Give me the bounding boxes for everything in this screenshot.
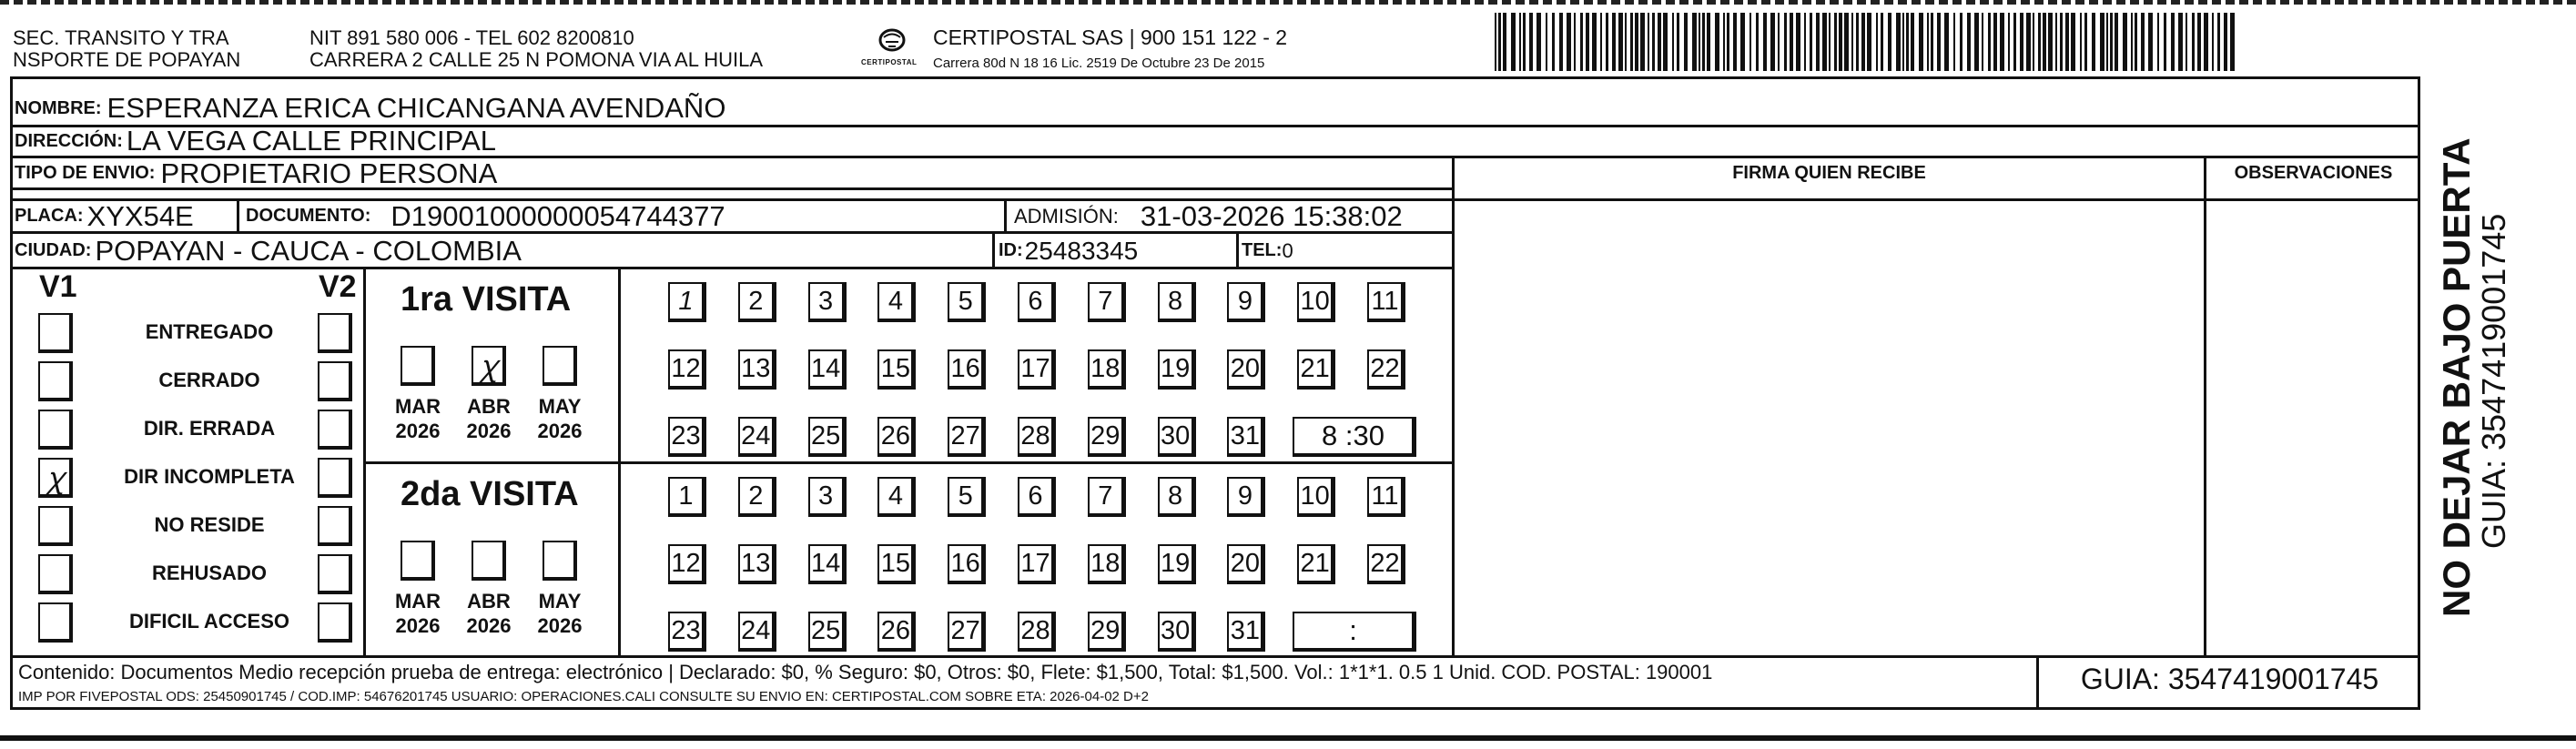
- barcode-bar: [1906, 13, 1909, 71]
- placa-cell: [15, 200, 194, 232]
- day-box[interactable]: 13: [738, 544, 776, 584]
- barcode-bar: [1931, 13, 1933, 71]
- day-box[interactable]: 18: [1088, 544, 1126, 584]
- barcode-bar: [1552, 13, 1555, 71]
- barcode-bar: [1630, 13, 1633, 71]
- day-box[interactable]: 10: [1297, 282, 1335, 322]
- day-box[interactable]: 5: [948, 282, 986, 322]
- day-box[interactable]: 4: [877, 477, 916, 517]
- month-name: ABR: [467, 590, 511, 612]
- placa-label: PLACA:: [15, 206, 84, 226]
- month-name: MAR: [394, 590, 441, 612]
- barcode-bar: [1919, 13, 1923, 71]
- day-box[interactable]: 6: [1018, 282, 1056, 322]
- barcode-bar: [1658, 13, 1661, 71]
- day-box[interactable]: 25: [808, 417, 847, 457]
- tel-divider: [1236, 231, 1239, 268]
- day-box[interactable]: 28: [1018, 612, 1056, 652]
- barcode-bar: [1612, 13, 1616, 71]
- day-box[interactable]: 2: [738, 282, 776, 322]
- org-contact: [309, 27, 763, 71]
- day-box[interactable]: 27: [948, 417, 986, 457]
- barcode-bar: [2080, 13, 2082, 71]
- barcode-bar: [2123, 13, 2127, 71]
- day-box[interactable]: 10: [1297, 477, 1335, 517]
- id-label: ID:: [999, 240, 1023, 260]
- day-box[interactable]: 12: [668, 349, 706, 390]
- month-checkbox[interactable]: ꭓ: [472, 346, 506, 386]
- certipostal-logo: [856, 24, 928, 71]
- side-guia: GUIA: 3547419001745: [2475, 213, 2512, 549]
- day-box[interactable]: 22: [1367, 544, 1405, 584]
- barcode-bar: [1988, 13, 1991, 71]
- placa-divider: [237, 198, 239, 232]
- barcode-bar: [2115, 13, 2118, 71]
- day-box[interactable]: 3: [808, 282, 847, 322]
- v2-checkbox[interactable]: [318, 506, 352, 546]
- company-name: CERTIPOSTAL SAS | 900 151 122 - 2: [933, 25, 1288, 49]
- day-box[interactable]: 15: [877, 349, 916, 390]
- observaciones-divider: [2204, 156, 2206, 657]
- barcode-bar: [1715, 13, 1719, 71]
- day-box[interactable]: 6: [1018, 477, 1056, 517]
- tipo-row: [15, 158, 497, 188]
- firma-header: FIRMA QUIEN RECIBE: [1732, 163, 1926, 183]
- month-checkbox[interactable]: [543, 541, 577, 581]
- day-box[interactable]: 25: [808, 612, 847, 652]
- footer-guia: GUIA: 3547419001745: [2080, 663, 2379, 695]
- barcode-bar: [1723, 13, 1725, 71]
- status-label: CERRADO: [158, 369, 260, 391]
- day-box[interactable]: 14: [808, 544, 847, 584]
- barcode-bar: [1763, 13, 1767, 71]
- barcode-bar: [1635, 13, 1638, 71]
- v1-label: V1: [39, 269, 77, 304]
- visit-separator: [363, 461, 1453, 464]
- direccion-value: LA VEGA CALLE PRINCIPAL: [126, 125, 496, 157]
- barcode-bar: [1876, 13, 1878, 71]
- barcode-bar: [1816, 13, 1820, 71]
- barcode-bar: [2217, 13, 2220, 71]
- barcode-bar: [1967, 13, 1971, 71]
- day-box[interactable]: 19: [1158, 349, 1196, 390]
- barcode-bar: [1559, 13, 1563, 71]
- v1-checkbox[interactable]: [38, 506, 73, 546]
- barcode-bar: [1856, 13, 1859, 71]
- day-box[interactable]: 20: [1227, 349, 1265, 390]
- month-label: [532, 394, 587, 443]
- month-label: [390, 589, 445, 638]
- v1-checkbox[interactable]: [38, 602, 73, 643]
- status-label: DIR INCOMPLETA: [124, 465, 295, 488]
- barcode-bar: [2164, 13, 2166, 71]
- v1-checkbox[interactable]: ꭓ: [38, 458, 73, 498]
- day-box[interactable]: 16: [948, 349, 986, 390]
- nombre-value: ESPERANZA ERICA CHICANGANA AVENDAÑO: [106, 92, 726, 124]
- placa-value: XYX54E: [86, 199, 194, 232]
- v2-label: V2: [319, 269, 357, 304]
- admision-divider: [1004, 198, 1007, 232]
- day-box[interactable]: 4: [877, 282, 916, 322]
- barcode-bar: [2230, 13, 2235, 71]
- barcode-bar: [2106, 13, 2108, 71]
- day-box[interactable]: 12: [668, 544, 706, 584]
- day-box[interactable]: 31: [1227, 417, 1265, 457]
- barcode-bar: [1519, 13, 1521, 71]
- v2-checkbox[interactable]: [318, 313, 352, 353]
- barcode-bar: [1911, 13, 1914, 71]
- address-line: CARRERA 2 CALLE 25 N POMONA VIA AL HUILA: [309, 48, 764, 71]
- documento-label: DOCUMENTO:: [246, 206, 371, 226]
- day-box[interactable]: 24: [738, 417, 776, 457]
- month-name: ABR: [467, 395, 511, 418]
- firma-divider: [1452, 156, 1455, 657]
- v2-checkbox[interactable]: [318, 554, 352, 594]
- month-checkbox[interactable]: [472, 541, 506, 581]
- status-label: DIFICIL ACCESO: [128, 610, 289, 633]
- barcode-bar: [1851, 13, 1853, 71]
- month-year: 2026: [466, 420, 512, 442]
- footer-contenido: Contenido: Documentos Medio recepción prueba de entrega: electrónico | Declarado: $0, % Seguro: $0, Otros: $0, Flete: $1,500, Total: $1,500. Vol.: 1*1*1. 0.5 1 Unid. COD. POSTAL: 190001: [18, 661, 1713, 683]
- barcode-bar: [1640, 13, 1645, 71]
- barcode: [1493, 13, 2239, 71]
- barcode-bar: [2084, 13, 2087, 71]
- id-value: 25483345: [1024, 236, 1139, 265]
- barcode-bar: [2071, 13, 2075, 71]
- barcode-bar: [1796, 13, 1800, 71]
- barcode-bar: [1953, 13, 1955, 71]
- day-box[interactable]: 7: [1088, 477, 1126, 517]
- barcode-bar: [2148, 13, 2153, 71]
- barcode-bar: [1567, 13, 1571, 71]
- month-year: 2026: [395, 614, 441, 637]
- day-box[interactable]: 1: [668, 477, 706, 517]
- v1-checkbox[interactable]: [38, 410, 73, 450]
- barcode-bar: [1592, 13, 1597, 71]
- day-box[interactable]: 21: [1297, 349, 1335, 390]
- admision-label: ADMISIÓN:: [1014, 204, 1119, 228]
- day-box[interactable]: 30: [1158, 417, 1196, 457]
- barcode-bar: [1580, 13, 1583, 71]
- barcode-bar: [1944, 13, 1949, 71]
- month-label: [532, 589, 587, 638]
- direccion-row: [15, 127, 496, 156]
- month-label: [390, 394, 445, 443]
- month-name: MAR: [394, 395, 441, 418]
- day-box[interactable]: 19: [1158, 544, 1196, 584]
- barcode-bar: [1896, 13, 1901, 71]
- observaciones-header: OBSERVACIONES: [2234, 163, 2393, 183]
- day-box[interactable]: 8: [1158, 477, 1196, 517]
- footer-divider: [10, 655, 2420, 658]
- day-box[interactable]: 11: [1367, 477, 1405, 517]
- v2-checkbox[interactable]: [318, 361, 352, 401]
- day-box[interactable]: 5: [948, 477, 986, 517]
- barcode-bar: [1861, 13, 1865, 71]
- id-divider: [992, 231, 995, 268]
- barcode-bar: [1503, 13, 1506, 71]
- barcode-bar: [1652, 13, 1655, 71]
- day-box[interactable]: 8: [1158, 282, 1196, 322]
- barcode-bar: [2141, 13, 2145, 71]
- tipo-label: TIPO DE ENVIO:: [15, 163, 156, 183]
- barcode-bar: [2178, 13, 2183, 71]
- barcode-bar: [1692, 13, 1697, 71]
- day-box[interactable]: 9: [1227, 282, 1265, 322]
- barcode-bar: [1749, 13, 1751, 71]
- direccion-label: DIRECCIÓN:: [15, 130, 123, 151]
- barcode-bar: [1600, 13, 1602, 71]
- barcode-bar: [2020, 13, 2023, 71]
- day-box[interactable]: 15: [877, 544, 916, 584]
- barcode-bar: [1867, 13, 1871, 71]
- barcode-bar: [2192, 13, 2195, 71]
- tel-cell: [1242, 234, 1293, 268]
- barcode-bar: [1702, 13, 1705, 71]
- barcode-bar: [1546, 13, 1547, 71]
- org-name: [13, 27, 240, 71]
- barcode-bar: [2100, 13, 2104, 71]
- visit-title: 2da VISITA: [401, 475, 579, 513]
- barcode-bar: [1937, 13, 1941, 71]
- barcode-bar: [1804, 13, 1806, 71]
- barcode-bar: [1699, 13, 1700, 71]
- barcode-bar: [1740, 13, 1745, 71]
- month-year: 2026: [537, 420, 583, 442]
- time-box[interactable]: :: [1293, 612, 1416, 652]
- barcode-bar: [2212, 13, 2214, 71]
- day-box[interactable]: 24: [738, 612, 776, 652]
- v2-checkbox[interactable]: [318, 410, 352, 450]
- v2-checkbox[interactable]: [318, 458, 352, 498]
- barcode-bar: [1536, 13, 1541, 71]
- barcode-bar: [1822, 13, 1827, 71]
- barcode-bar: [1888, 13, 1891, 71]
- logo-text: CERTIPOSTAL: [861, 58, 918, 66]
- day-box[interactable]: 26: [877, 612, 916, 652]
- month-label: [461, 394, 516, 443]
- barcode-bar: [2008, 13, 2010, 71]
- barcode-bar: [2043, 13, 2046, 71]
- barcode-bar: [1663, 13, 1668, 71]
- day-box[interactable]: 20: [1227, 544, 1265, 584]
- day-box[interactable]: 30: [1158, 612, 1196, 652]
- barcode-bar: [1834, 13, 1837, 71]
- barcode-bar: [1498, 13, 1501, 71]
- bottom-border: [0, 735, 2576, 741]
- barcode-bar: [2135, 13, 2137, 71]
- barcode-bar: [2110, 13, 2113, 71]
- barcode-bar: [1778, 13, 1780, 71]
- nit-line: NIT 891 580 006 - TEL 602 8200810: [309, 26, 634, 49]
- barcode-bar: [2000, 13, 2004, 71]
- v2-checkbox[interactable]: [318, 602, 352, 643]
- barcode-bar: [1625, 13, 1627, 71]
- barcode-bar: [1574, 13, 1576, 71]
- org-line1: SEC. TRANSITO Y TRA: [13, 26, 229, 49]
- day-box[interactable]: 31: [1227, 612, 1265, 652]
- day-box[interactable]: 16: [948, 544, 986, 584]
- barcode-bar: [1881, 13, 1883, 71]
- ciudad-cell: [15, 234, 522, 268]
- day-box[interactable]: 14: [808, 349, 847, 390]
- barcode-bar: [2038, 13, 2041, 71]
- ciudad-value: POPAYAN - CAUCA - COLOMBIA: [95, 234, 522, 267]
- month-name: MAY: [538, 590, 582, 612]
- month-checkbox[interactable]: [401, 541, 435, 581]
- barcode-bar: [1606, 13, 1608, 71]
- day-box[interactable]: 29: [1088, 612, 1126, 652]
- documento-value: D19001000000054744377: [390, 199, 725, 232]
- barcode-bar: [1618, 13, 1623, 71]
- month-name: MAY: [538, 395, 582, 418]
- day-box[interactable]: 9: [1227, 477, 1265, 517]
- barcode-bar: [1839, 13, 1842, 71]
- barcode-bar: [2131, 13, 2133, 71]
- tel-value: 0: [1282, 238, 1293, 262]
- barcode-bar: [1523, 13, 1526, 71]
- month-year: 2026: [395, 420, 441, 442]
- day-box[interactable]: 22: [1367, 349, 1405, 390]
- company-address: Carrera 80d N 18 16 Lic. 2519 De Octubre 23 De 2015: [933, 56, 1265, 71]
- admision-value: 31-03-2026 15:38:02: [1140, 199, 1403, 232]
- barcode-bar: [1960, 13, 1962, 71]
- status-label: DIR. ERRADA: [143, 417, 276, 440]
- ciudad-label: CIUDAD:: [15, 240, 92, 260]
- month-year: 2026: [466, 614, 512, 637]
- tel-label: TEL:: [1242, 240, 1283, 260]
- barcode-bar: [1844, 13, 1849, 71]
- barcode-bar: [1677, 13, 1679, 71]
- barcode-bar: [1684, 13, 1688, 71]
- barcode-bar: [1993, 13, 1997, 71]
- barcode-bar: [2013, 13, 2016, 71]
- barcode-bar: [1902, 13, 1904, 71]
- barcode-bar: [2197, 13, 2201, 71]
- company-info: [933, 25, 1287, 71]
- barcode-bar: [1586, 13, 1589, 71]
- status-label: NO RESIDE: [154, 513, 265, 536]
- visit-title: 1ra VISITA: [401, 280, 572, 319]
- month-year: 2026: [537, 614, 583, 637]
- month-label: [461, 589, 516, 638]
- day-box[interactable]: 17: [1018, 349, 1056, 390]
- tipo-value: PROPIETARIO PERSONA: [160, 157, 498, 189]
- day-box[interactable]: 3: [808, 477, 847, 517]
- barcode-bar: [1707, 13, 1710, 71]
- day-box[interactable]: 2: [738, 477, 776, 517]
- barcode-bar: [1529, 13, 1533, 71]
- day-box[interactable]: 18: [1088, 349, 1126, 390]
- barcode-bar: [2157, 13, 2159, 71]
- barcode-bar: [1756, 13, 1759, 71]
- barcode-bar: [2224, 13, 2227, 71]
- day-box[interactable]: 21: [1297, 544, 1335, 584]
- org-line2: NSPORTE DE POPAYAN: [13, 48, 241, 71]
- barcode-bar: [1974, 13, 1979, 71]
- barcode-bar: [1511, 13, 1516, 71]
- day-box[interactable]: 13: [738, 349, 776, 390]
- barcode-bar: [2065, 13, 2069, 71]
- side-warning: NO DEJAR BAJO PUERTA: [2435, 137, 2478, 617]
- status-label: REHUSADO: [152, 562, 267, 584]
- barcode-bar: [2048, 13, 2053, 71]
- barcode-bars: [1493, 13, 2239, 71]
- barcode-bar: [2060, 13, 2063, 71]
- barcode-bar: [2055, 13, 2057, 71]
- nombre-label: NOMBRE:: [15, 97, 102, 118]
- barcode-bar: [2033, 13, 2034, 71]
- day-box[interactable]: 23: [668, 612, 706, 652]
- id-cell: [999, 234, 1138, 268]
- v1-checkbox[interactable]: [38, 313, 73, 353]
- barcode-bar: [1727, 13, 1729, 71]
- barcode-bar: [2026, 13, 2031, 71]
- documento-cell: [246, 200, 725, 232]
- barcode-bar: [1770, 13, 1775, 71]
- day-box[interactable]: 28: [1018, 417, 1056, 457]
- day-box[interactable]: 17: [1018, 544, 1056, 584]
- day-box[interactable]: 26: [877, 417, 916, 457]
- day-box[interactable]: 11: [1367, 282, 1405, 322]
- status-label: ENTREGADO: [145, 320, 274, 343]
- barcode-bar: [1829, 13, 1831, 71]
- barcode-bar: [1733, 13, 1737, 71]
- time-box[interactable]: 8 :30: [1293, 417, 1416, 457]
- barcode-bar: [2186, 13, 2187, 71]
- barcode-bar: [1810, 13, 1812, 71]
- footer-imp: IMP POR FIVEPOSTAL ODS: 25450901745 / COD.IMP: 54676201745 USUARIO: OPERACIONES.CALI CONSULTE SU ENVIO EN: CERTIPOSTAL.COM SOBRE ETA: 2026-04-02 D+2: [18, 689, 1149, 704]
- day-box[interactable]: 7: [1088, 282, 1126, 322]
- nombre-row: [15, 92, 725, 125]
- day-box[interactable]: 29: [1088, 417, 1126, 457]
- barcode-bar: [1982, 13, 1983, 71]
- day-box[interactable]: 1: [668, 282, 706, 322]
- day-box[interactable]: 27: [948, 612, 986, 652]
- month-checkbox[interactable]: [401, 346, 435, 386]
- admision-cell: [1014, 200, 1403, 232]
- barcode-bar: [2204, 13, 2208, 71]
- barcode-bar: [1927, 13, 1929, 71]
- barcode-bar: [2092, 13, 2095, 71]
- month-checkbox[interactable]: [543, 346, 577, 386]
- top-dashed-border: [0, 0, 2576, 5]
- v1-checkbox[interactable]: [38, 361, 73, 401]
- barcode-bar: [1790, 13, 1793, 71]
- barcode-bar: [2171, 13, 2175, 71]
- day-box[interactable]: 23: [668, 417, 706, 457]
- barcode-bar: [1784, 13, 1787, 71]
- barcode-bar: [1672, 13, 1674, 71]
- v1-checkbox[interactable]: [38, 554, 73, 594]
- barcode-bar: [1648, 13, 1649, 71]
- barcode-bar: [1495, 13, 1496, 71]
